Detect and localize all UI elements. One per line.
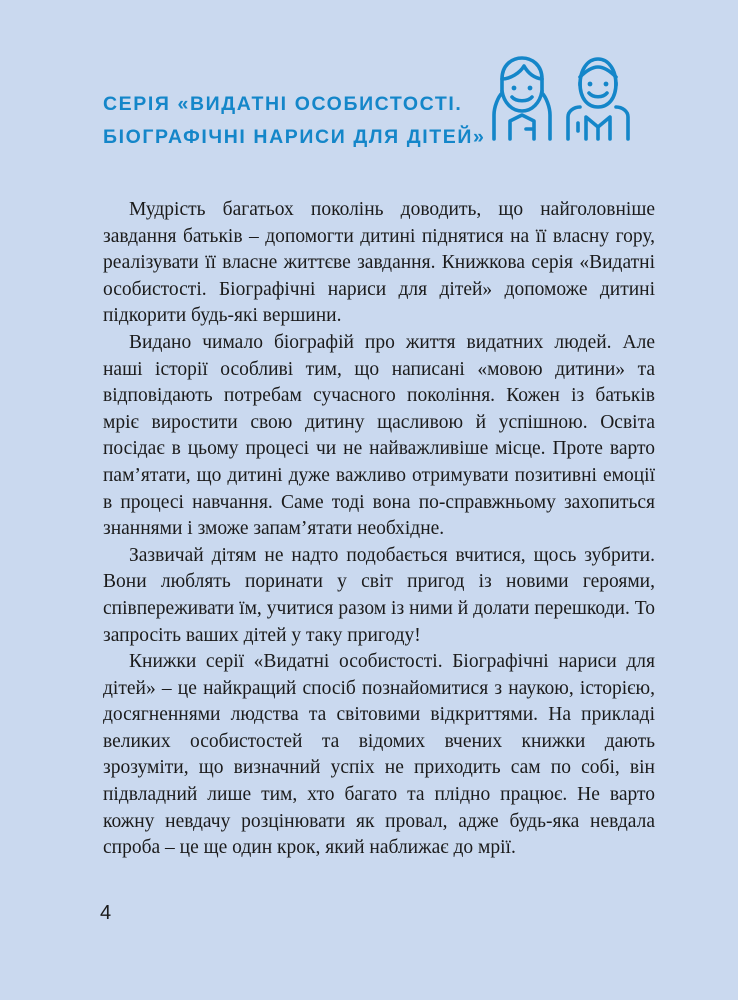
paragraph-4: Книжки серії «Видатні особистості. Біографічні нариси для дітей» – це найкращий спосіб познайомитися з наукою, історією, досягненнями людства та світовими відкриттями. На прикладі великих особистостей та відомих вчених книжки дають зрозуміти, що визначний успіх не приходить сам по собі, він підвладний лише тим, хто багато та плідно працює. Не варто кожну невдачу розцінювати як провал, адже будь-яка невдала спроба – це ще один крок, який наближає до мрії. <box>103 651 655 859</box>
paragraph-2: Видано чимало біографій про життя видатних людей. Але наші історії особливі тим, що написані «мовою дитини» та відповідають потребам сучасного покоління. Кожен із батьків мріє виростити свою дитину щасливою й успішною. Освіта посідає в цьому процесі чи не найважливіше місце. Проте варто пам’ятати, що дитині дуже важливо отримувати позитивні емоції в процесі навчання. Саме тоді вона по-справжньому захопиться знаннями і зможе запам’ятати необхідне. <box>103 331 655 540</box>
body-text <box>103 197 655 862</box>
boy-figure-icon <box>568 59 628 139</box>
children-icon <box>486 55 632 141</box>
series-title <box>103 88 485 154</box>
series-title-line-1: СЕРІЯ «ВИДАТНІ ОСОБИСТОСТІ. <box>103 93 463 115</box>
paragraph-3: Зазвичай дітям не надто подобається вчитися, щось зубрити. Вони люблять поринати у світ пригод із новими героями, співпереживати їм, учитися разом із ними й долати перешкоди. То запросіть ваших дітей у таку пригоду! <box>103 544 655 646</box>
girl-figure-icon <box>494 58 550 139</box>
page-number: 4 <box>100 902 112 924</box>
series-title-line-2: БІОГРАФІЧНІ НАРИСИ ДЛЯ ДІТЕЙ» <box>103 126 486 148</box>
paragraph-1: Мудрість багатьох поколінь доводить, що найголовніше завдання батьків – допомогти дитині піднятися на її власну гору, реалізувати її власне життєве завдання. Книжкова серія «Видатні особистості. Біографічні нариси для дітей» допоможе дитині підкорити будь-які вершини. <box>103 199 655 327</box>
